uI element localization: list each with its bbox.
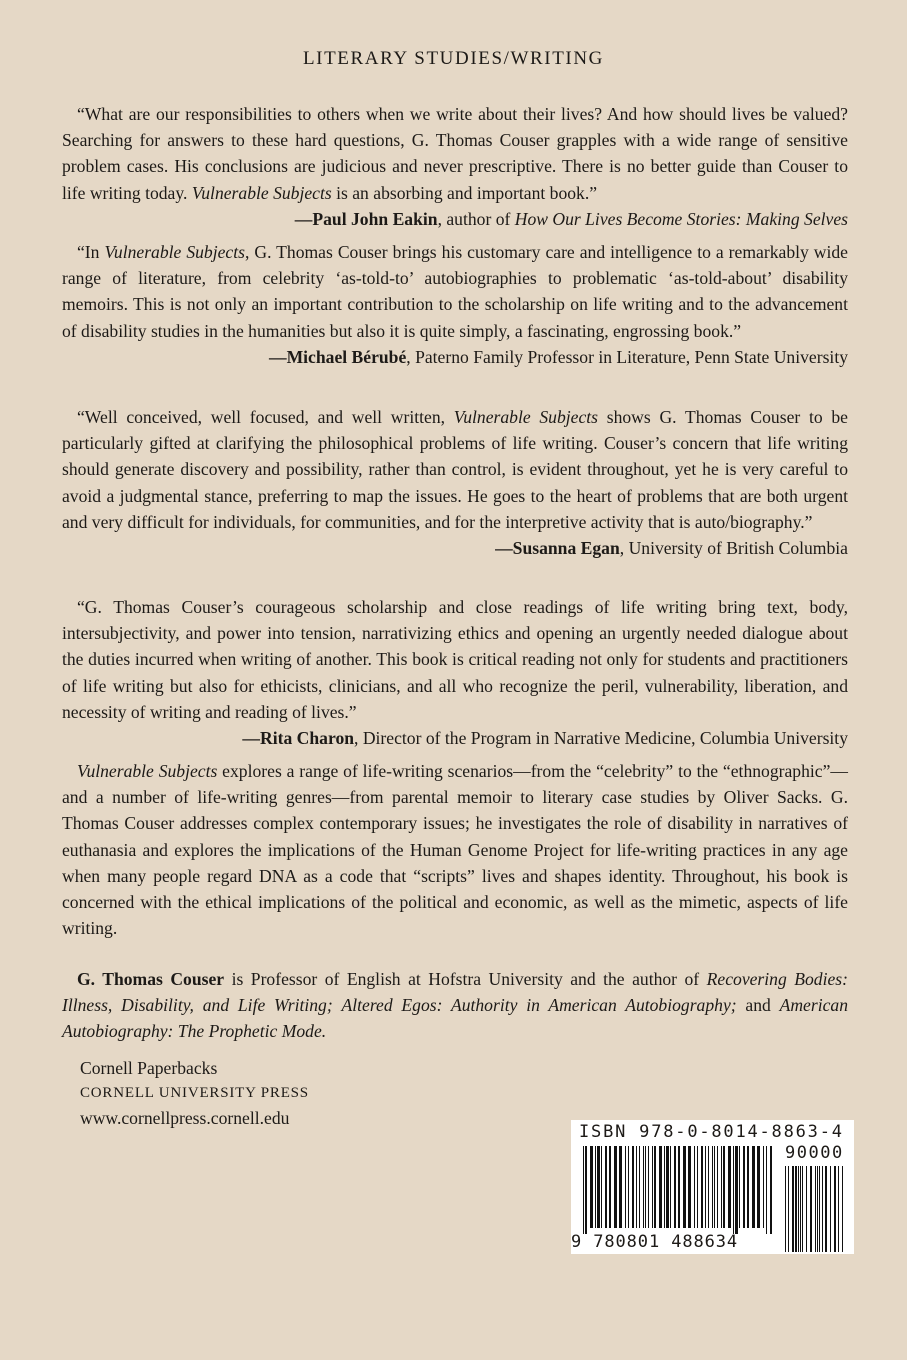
barcode-bar [733,1146,734,1234]
ean-digits: 9 780801 488634 [571,1232,739,1252]
barcode-bar [601,1146,602,1228]
barcode-bar [739,1146,740,1228]
barcode-bar [619,1146,622,1228]
barcode-bar [645,1146,646,1228]
book-description: Vulnerable Subjects explores a range of life-writing scenarios—from the “celebrity” to the “ethnographic”—and a number of life-writing genres—from parental memoir to literary case studies by Oliver Sacks. G. Thomas Couser addresses complex contemporary issues; he investigates the role of disability in narratives of euthanasia and explores the implications of the Human Genome Project for life-writing practices in any age when many people regard DNA as a code that “scripts” lives and shapes identity. Throughout, his book is concerned with the ethical implications of the political and economic, as well as the mimetic, aspects of life writing. [62,761,848,939]
barcode-bar [670,1146,671,1228]
barcode-bar [757,1146,760,1228]
barcode-bar [825,1166,827,1252]
blurb-4 [62,594,848,751]
barcode-bar [743,1146,745,1228]
barcode-bar [815,1166,816,1252]
blurb-quote: “Well conceived, well focused, and well written, Vulnerable Subjects shows G. Thomas Couser to be particularly gifted at clarifying the philosophical problems of life writing. Couser’s concern that life writing should generate discovery and possibility, rather than control, is evident throughout, yet he is very careful to avoid a judgmental stance, preferring to map the issues. He goes to the heart of problems that are both urgent and very difficult for individuals, for communities, and for the interpretive activity that is auto/biography.” [62,407,848,532]
barcode-bar [763,1146,764,1228]
barcode-bar [636,1146,637,1228]
blurb-author-name: —Michael Bérubé [268,346,407,367]
publisher-block [80,1056,309,1131]
barcode-bar [697,1146,698,1228]
barcode-bar [822,1166,823,1252]
barcode-bar [795,1166,797,1252]
barcode-bar [609,1146,611,1228]
barcode-bar [625,1146,626,1228]
barcode-bar [585,1146,587,1234]
book-title: Vulnerable Subjects [77,761,218,781]
barcode-bar [800,1166,801,1252]
barcode-bar [628,1146,629,1228]
blurb-attribution: —Susanna Egan, University of British Columbia [495,538,848,559]
barcode-bar [666,1146,669,1228]
series-name: Cornell Paperbacks [80,1058,218,1078]
barcode-bar [605,1146,607,1228]
barcode-bar [834,1166,836,1252]
barcode-bar [785,1166,786,1252]
category-label: LITERARY STUDIES/WRITING [302,48,605,69]
barcode-bar [819,1166,820,1252]
author-name: G. Thomas Couser [77,969,225,989]
barcode-bar [639,1146,640,1228]
barcode-bar [838,1166,839,1252]
blurb-3 [62,404,848,561]
barcode-bar [806,1166,807,1252]
isbn-label: ISBN 978-0-8014-8863-4 [579,1122,844,1142]
barcode-bar [705,1146,706,1228]
barcode-bar [683,1146,686,1228]
blurb-2 [62,239,848,370]
isbn-barcode [571,1120,854,1254]
publisher-url[interactable]: www.cornellpress.cornell.edu [80,1108,290,1128]
barcode-bar [688,1146,691,1228]
blurb-author-name: —Susanna Egan [495,538,620,559]
barcode-bar [701,1146,703,1228]
barcode-bar [810,1166,812,1252]
barcode-bar [678,1146,680,1228]
barcode-bar [717,1146,718,1228]
barcode-bar [723,1146,725,1228]
barcode-bar [674,1146,676,1228]
barcode-bar [842,1166,843,1252]
barcode-bar [694,1146,695,1228]
barcode-bar [735,1146,738,1234]
blurb-attribution: —Paul John Eakin, author of How Our Lives Become Stories: Making Selves [294,208,848,229]
barcode-bar [597,1146,600,1228]
barcode-bar [590,1146,593,1228]
barcode-bar [792,1166,794,1252]
barcode-bar [798,1166,799,1252]
barcode-bar [830,1166,831,1252]
barcode-bar [643,1146,644,1228]
press-name: CORNELL UNIVERSITY PRESS [80,1085,309,1101]
barcode-bar [714,1146,715,1228]
blurb-quote: “G. Thomas Couser’s courageous scholarship and close readings of life writing bring text, body, intersubjectivity, and power into tension, narrativizing ethics and opening an urgently needed dialogue about the duties incurred when writing of another. This book is critical reading not only for students and practitioners of life writing but also for ethicists, clinicians, and all who recognize the peril, vulnerability, liberation, and necessity of writing and reading of lives.” [62,597,848,722]
barcode-bar [721,1146,722,1228]
barcode-bar [708,1146,709,1228]
blurb-quote: “What are our responsibilities to others when we write about their lives? And how should lives be valued? Searching for answers to these hard questions, G. Thomas Couser grapples with a wide range of sensitive problem cases. His conclusions are judicious and never prescriptive. There is no better guide than Couser to life writing today. Vulnerable Subjects is an absorbing and important book.” [62,104,848,203]
barcode-bar [632,1146,634,1228]
price-addon-number: 90000 [785,1143,844,1163]
barcode-bar [766,1146,767,1234]
blurb-author-name: —Paul John Eakin [294,208,438,229]
author-bio: G. Thomas Couser is Professor of English at Hofstra University and the author of Recovering Bodies: Illness, Disability, and Life Writing; Altered Egos: Authority in American Autobiography; and American Autobiography: The Prophetic Mode. [62,969,849,1042]
barcode-bar [752,1146,755,1228]
barcode-bar [712,1146,713,1228]
barcode-bar [614,1146,617,1228]
barcode-bar [747,1146,749,1228]
barcode-bar [817,1166,818,1252]
barcode-bar [659,1146,662,1228]
barcode-bar [652,1146,653,1228]
blurb-attribution: —Michael Bérubé, Paterno Family Professor in Literature, Penn State University [268,346,848,367]
barcode-bar [788,1166,789,1252]
blurb-author-name: —Rita Charon [242,728,355,749]
barcode-bar [648,1146,649,1228]
blurb-quote: “In Vulnerable Subjects, G. Thomas Couser brings his customary care and intelligence to a remarkably wide range of literature, from celebrity ‘as-told-to’ autobiographies to problematic ‘as-told-about’ disability memoirs. This is not only an important contribution to the scholarship on life writing and to the advancement of disability studies in the humanities but also it is quite simply, a fascinating, engrossing book.” [62,242,848,341]
barcode-bar [583,1146,584,1234]
barcode-bar [664,1146,665,1228]
barcode-bar [654,1146,656,1228]
barcode-bar [802,1166,803,1252]
barcode-bar [595,1146,596,1228]
barcode-bar [770,1146,772,1234]
blurb-1 [62,101,848,232]
barcode-bar [728,1146,731,1228]
blurb-attribution: —Rita Charon, Director of the Program in Narrative Medicine, Columbia University [242,728,848,749]
